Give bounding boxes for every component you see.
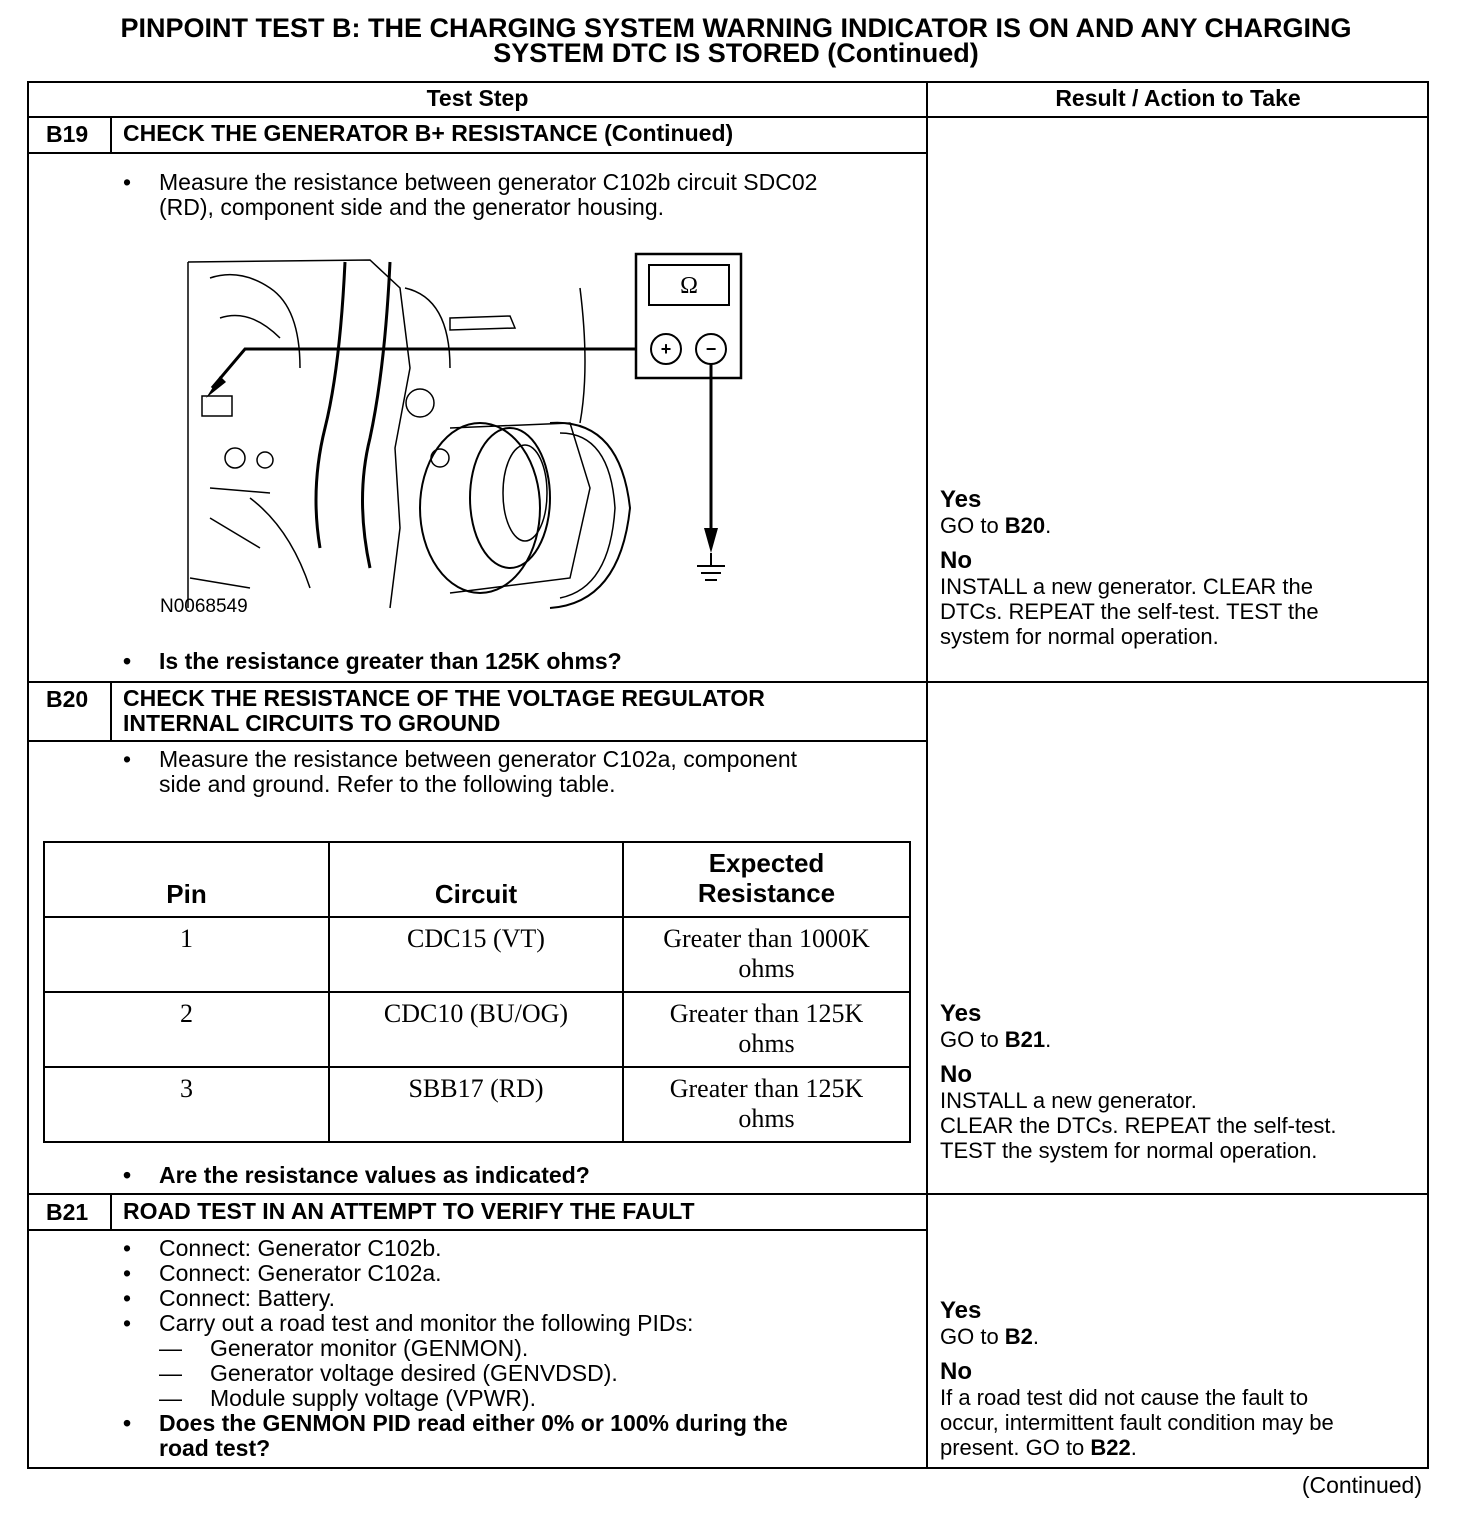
b21-item-3-text: Connect: Battery.	[159, 1285, 335, 1311]
b-plus-terminal	[202, 396, 232, 416]
b19-step-title: CHECK THE GENERATOR B+ RESISTANCE (Continued)	[123, 120, 734, 146]
b21-no-line1: If a road test did not cause the fault to	[940, 1385, 1309, 1410]
b20-no-line3: TEST the system for normal operation.	[940, 1138, 1318, 1163]
bullet: •	[123, 1162, 132, 1188]
b19-instruction-line1: Measure the resistance between generator C102b circuit SDC02	[159, 169, 818, 195]
header-divider	[27, 116, 1429, 118]
b20-row-divider	[27, 1193, 1429, 1195]
page-title-line2: SYSTEM DTC IS STORED (Continued)	[493, 38, 979, 68]
b21-no-line3-prefix: present. GO to	[940, 1435, 1091, 1460]
coolant-hose-right	[363, 262, 391, 568]
b21-yes-prefix: GO to	[940, 1324, 1005, 1349]
b20-result	[940, 1001, 1337, 1163]
positive-jack-label: +	[660, 339, 672, 359]
bracket-line-3	[190, 578, 250, 588]
negative-probe-tip	[704, 528, 718, 553]
bullet: •	[123, 1285, 132, 1311]
dash: —	[159, 1335, 182, 1361]
b19-yes-target: B20	[1004, 513, 1046, 538]
b20-yes-label: Yes	[940, 1000, 982, 1027]
b21-item-2-text: Connect: Generator C102a.	[159, 1260, 442, 1286]
b19-no-label: No	[940, 547, 972, 574]
b21-no-line3	[940, 1435, 1334, 1460]
row3-expected-resistance	[624, 1074, 909, 1134]
generator-pulley	[470, 428, 550, 568]
b20-yes-suffix: .	[1045, 1027, 1052, 1052]
drive-belt-inner	[560, 433, 615, 598]
b20-yes-action	[940, 1027, 1337, 1052]
row1-res-line2: ohms	[738, 954, 795, 983]
hose-curve-2	[220, 316, 280, 339]
mount-bolt-2	[431, 449, 449, 467]
b21-yes-suffix: .	[1032, 1324, 1040, 1349]
mount-bolt-1	[406, 389, 434, 417]
resistance-table-row-divider-1	[43, 991, 911, 993]
b20-title-divider	[27, 740, 926, 742]
b20-step-title	[123, 686, 765, 736]
row3-pin: 3	[180, 1074, 193, 1103]
bullet: •	[123, 1260, 132, 1286]
b21-item-1-text: Connect: Generator C102b.	[159, 1235, 442, 1261]
b19-row-divider	[27, 681, 1429, 683]
engine-detail-line	[580, 288, 585, 423]
bullet: •	[123, 1235, 132, 1261]
negative-jack-label: −	[705, 339, 717, 359]
row2-res-line2: ohms	[738, 1029, 795, 1058]
b20-step-number: B20	[46, 686, 89, 712]
bullet: •	[123, 648, 132, 674]
b21-yes-target: B2	[1004, 1324, 1033, 1349]
row2-pin: 2	[180, 999, 193, 1028]
wire-harness	[250, 498, 310, 588]
row1-res-line1: Greater than 1000K	[663, 924, 870, 953]
hose-curve-1	[210, 275, 300, 368]
row1-pin: 1	[180, 924, 193, 953]
column-divider	[926, 81, 928, 1469]
row2-res-line1: Greater than 125K	[669, 999, 864, 1028]
b20-yes-prefix: GO to	[940, 1027, 1005, 1052]
terminal-bolt	[257, 452, 273, 468]
b21-no-line2: occur, intermittent fault condition may be	[940, 1410, 1334, 1435]
b21-subitem-3-text: Module supply voltage (VPWR).	[210, 1385, 536, 1411]
row3-res-line1: Greater than 125K	[669, 1074, 864, 1103]
b20-number-divider	[110, 681, 112, 741]
engine-detail-curve	[405, 288, 450, 368]
b21-step-title: ROAD TEST IN AN ATTEMPT TO VERIFY THE FAULT	[123, 1198, 695, 1224]
col-header-pin: Pin	[166, 879, 207, 909]
col-header-expected-line1: Expected	[708, 848, 825, 878]
b20-instruction-line1: Measure the resistance between generator C102a, component	[159, 746, 798, 772]
b19-question-text: Is the resistance greater than 125K ohms?	[159, 648, 622, 674]
row2-circuit: CDC10 (BU/OG)	[383, 999, 569, 1028]
b20-question-text: Are the resistance values as indicated?	[159, 1162, 590, 1188]
header-result-action: Result / Action to Take	[1055, 85, 1301, 111]
b19-no-line1: INSTALL a new generator. CLEAR the	[940, 574, 1313, 599]
engine-outline	[188, 260, 410, 608]
bracket-line-1	[210, 488, 270, 493]
positive-probe-tip	[206, 376, 226, 398]
b19-result	[940, 487, 1319, 649]
ohm-symbol: Ω	[680, 273, 698, 299]
b20-instruction-line2: side and ground. Refer to the following table.	[159, 771, 616, 797]
generator-measurement-illustration	[150, 248, 760, 618]
b19-yes-prefix: GO to	[940, 513, 1005, 538]
b21-question-line1: Does the GENMON PID read either 0% or 100% during the	[159, 1410, 788, 1436]
continued-label: (Continued)	[1301, 1472, 1422, 1498]
b20-no-line2: CLEAR the DTCs. REPEAT the self-test.	[940, 1113, 1337, 1138]
dash: —	[159, 1360, 182, 1386]
b19-no-line3: system for normal operation.	[940, 624, 1219, 649]
dash: —	[159, 1385, 182, 1411]
ground-symbol	[697, 553, 725, 580]
b21-no-line3-target: B22	[1090, 1435, 1131, 1460]
bullet: •	[123, 746, 132, 772]
row1-circuit: CDC15 (VT)	[407, 924, 545, 953]
b19-no-line2: DTCs. REPEAT the self-test. TEST the	[940, 599, 1319, 624]
b21-step-number: B21	[46, 1199, 89, 1225]
b19-yes-action	[940, 513, 1319, 538]
b21-no-line3-suffix: .	[1130, 1435, 1137, 1460]
b21-result	[940, 1298, 1334, 1460]
page-title-line1: PINPOINT TEST B: THE CHARGING SYSTEM WARNING INDICATOR IS ON AND ANY CHARGING	[120, 13, 1352, 43]
row3-circuit: SBB17 (RD)	[408, 1074, 544, 1103]
b21-no-label: No	[940, 1358, 972, 1385]
drive-belt	[550, 423, 630, 608]
b20-no-line1: INSTALL a new generator.	[940, 1088, 1197, 1113]
b20-yes-target: B21	[1004, 1027, 1046, 1052]
b21-yes-action	[940, 1324, 1334, 1349]
b19-number-divider	[110, 116, 112, 153]
b21-question-line2: road test?	[159, 1435, 271, 1461]
b19-yes-suffix: .	[1045, 513, 1052, 538]
connector-clip	[450, 316, 515, 330]
col-header-expected-resistance	[624, 848, 909, 908]
b21-number-divider	[110, 1193, 112, 1230]
bullet: •	[123, 169, 132, 195]
b21-subitem-1-text: Generator monitor (GENMON).	[210, 1335, 529, 1361]
col-header-expected-line2: Resistance	[697, 878, 836, 908]
b19-step-number: B19	[46, 121, 89, 147]
figure-id: N0068549	[160, 596, 248, 617]
b21-item-4-text: Carry out a road test and monitor the following PIDs:	[159, 1310, 694, 1336]
b20-no-label: No	[940, 1061, 972, 1088]
b21-title-divider	[27, 1229, 926, 1231]
b19-instruction-line2: (RD), component side and the generator housing.	[159, 194, 665, 220]
coolant-hose-left	[316, 262, 345, 548]
b21-subitem-2-text: Generator voltage desired (GENVDSD).	[210, 1360, 618, 1386]
header-test-step: Test Step	[426, 85, 529, 111]
terminal-nut	[225, 448, 245, 468]
bullet: •	[123, 1310, 132, 1336]
b19-title-divider	[27, 152, 926, 154]
b20-title-line1: CHECK THE RESISTANCE OF THE VOLTAGE REGULATOR	[123, 685, 765, 711]
bracket-line-2	[210, 518, 260, 548]
b19-yes-label: Yes	[940, 486, 982, 513]
row3-res-line2: ohms	[738, 1104, 795, 1133]
resistance-table-header-divider	[43, 916, 911, 918]
bullet: •	[123, 1410, 132, 1436]
positive-test-lead	[212, 349, 635, 388]
b20-title-line2: INTERNAL CIRCUITS TO GROUND	[123, 710, 501, 736]
col-header-circuit: Circuit	[434, 879, 518, 909]
page-title	[30, 13, 1442, 68]
generator-pulley-hub	[503, 445, 547, 541]
b21-yes-label: Yes	[940, 1297, 982, 1324]
resistance-table-row-divider-2	[43, 1066, 911, 1068]
row2-expected-resistance	[624, 999, 909, 1059]
row1-expected-resistance	[624, 924, 909, 984]
